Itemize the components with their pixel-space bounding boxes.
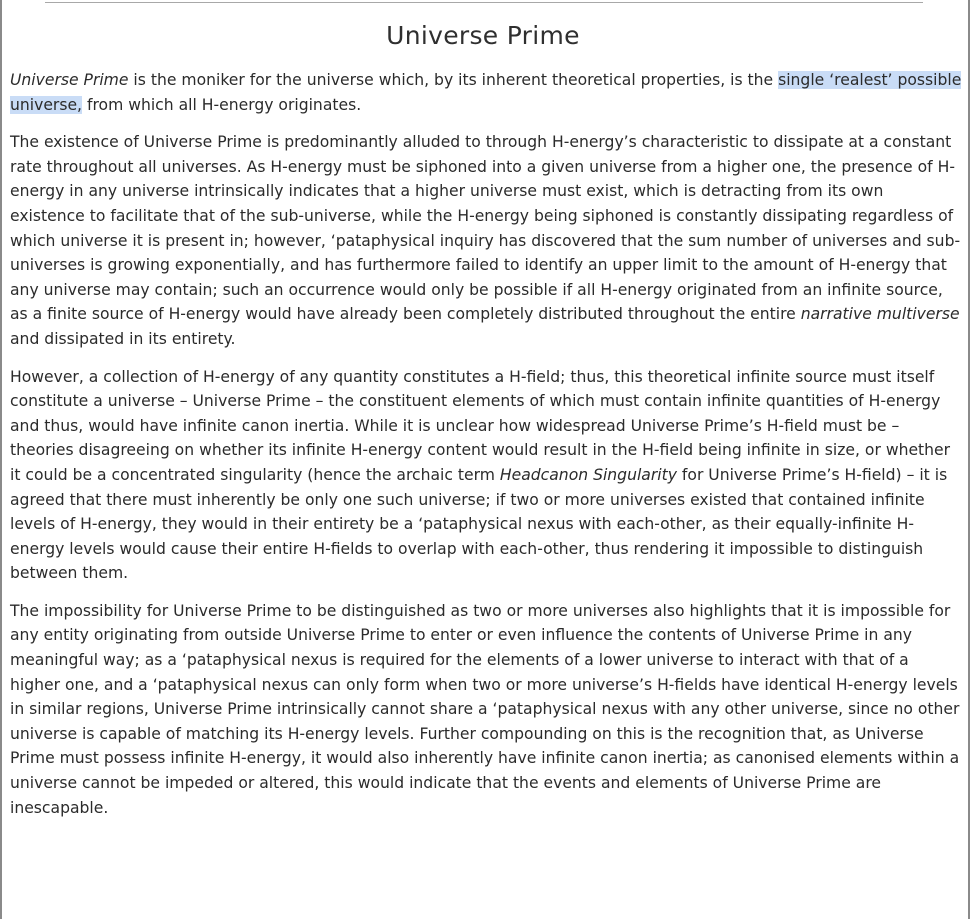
- existence-text-b: and dissipated in its entirety.: [10, 329, 236, 348]
- h-field-text-b: for Universe Prime’s H-field) – it is agreed that there must inherently be only one such universe; if two or more universes existed that contained infinite levels of H-energy, they would in their entirety be a ‘pataphysical nexus with each-other, as their equally-infinite H-energy levels would cause their entire H-fields to overlap with each-other, thus rendering it impossible to distinguish between them.: [10, 465, 948, 583]
- article-body: [10, 68, 962, 833]
- highlighted-selection[interactable]: single ‘realest’ possible universe,: [10, 71, 962, 114]
- paragraph-impossibility: The impossibility for Universe Prime to be distinguished as two or more universes also highlights that it is impossible for any entity originating from outside Universe Prime to enter or even influence the contents of Universe Prime in any meaningful way; as a ‘pataphysical nexus is required for the elements of a lower universe to interact with that of a higher one, and a ‘pataphysical nexus can only form when two or more universe’s H-fields have identical H-energy levels in similar regions, Universe Prime intrinsically cannot share a ‘pataphysical nexus with any other universe, since no other universe is capable of matching its H-energy levels. Further compounding on this is the recognition that, as Universe Prime must possess infinite H-energy, it would also inherently have infinite canon inertia; as canonised elements within a universe cannot be impeded or altered, this would indicate that the events and elements of Universe Prime are inescapable.: [10, 601, 960, 817]
- h-field-text-a: However, a collection of H-energy of any quantity constitutes a H-field; thus, this theoretical infinite source must itself constitute a universe – Universe Prime – the constituent elements of which must contain infinite quantities of H-energy and thus, would have infinite canon inertia. While it is unclear how widespread Universe Prime’s H-field must be – theories disagreeing on whether its infinite H-energy content would result in the H-field being infinite in size, or whether it could be a concentrated singularity (hence the archaic term: [10, 367, 951, 484]
- intro-text-a: is the moniker for the universe which, by its inherent theoretical properties, is the: [128, 71, 779, 89]
- term-universe-prime: Universe Prime: [10, 71, 129, 89]
- paragraph-existence: [10, 130, 962, 351]
- term-narrative-multiverse: narrative multiverse: [800, 305, 960, 324]
- page-title: Universe Prime: [386, 21, 580, 50]
- existence-text-a: The existence of Universe Prime is predominantly alluded to through H-energy’s characteristic to dissipate at a constant rate throughout all universes. As H-energy must be siphoned into a given universe from a higher one, the presence of H-energy in any universe intrinsically indicates that a higher universe must exist, which is detracting from its own existence to facilitate that of the sub-universe, while the H-energy being siphoned is constantly dissipating regardless of which universe it is present in; however, ‘pataphysical inquiry has discovered that the sum number of universes and sub-universes is growing exponentially, and has furthermore failed to identify an upper limit to the amount of H-energy that any universe may contain; such an occurrence would only be possible if all H-energy originated from an infinite source, as a finite source of H-energy would have already been completely distributed throughout the entire: [10, 133, 961, 324]
- paragraph-intro: [10, 68, 962, 117]
- term-headcanon-singularity: Headcanon Singularity: [499, 465, 677, 484]
- top-divider: [45, 2, 923, 3]
- intro-text-b: from which all H-energy originates.: [82, 95, 362, 114]
- paragraph-h-field: [10, 365, 962, 586]
